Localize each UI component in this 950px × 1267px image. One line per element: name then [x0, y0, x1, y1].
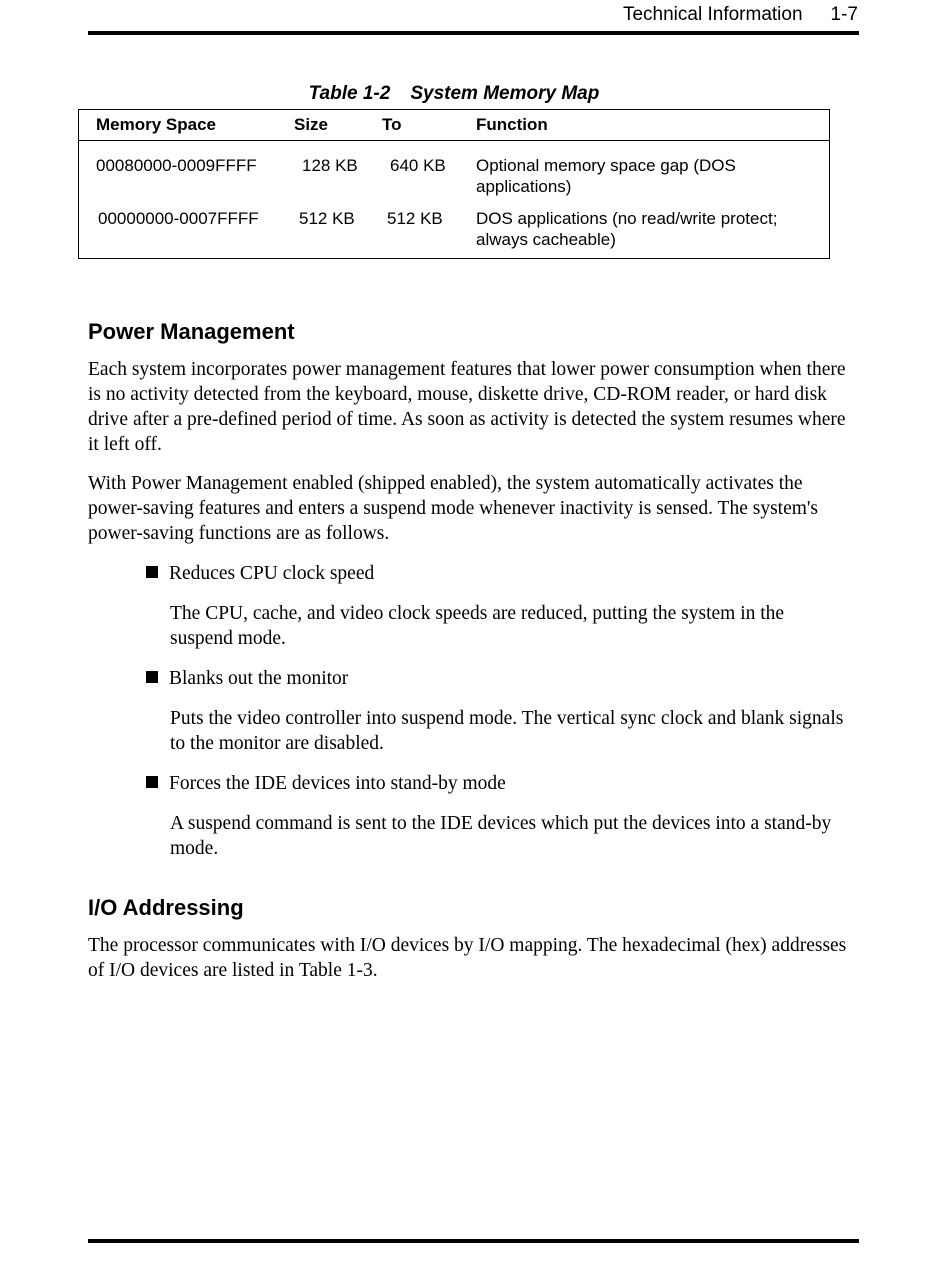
bullet-title: Reduces CPU clock speed: [169, 563, 375, 584]
bullet-square-icon: [146, 566, 158, 578]
column-header-to: To: [382, 115, 402, 134]
io-addressing-paragraph: The processor communicates with I/O devices by I/O mapping. The hexadecimal (hex) addresses of I/O devices are listed in Table 1-3.: [88, 935, 847, 981]
bullet-square-icon: [146, 776, 158, 788]
running-header: [88, 4, 858, 26]
table-caption-number: Table 1-2: [308, 83, 391, 104]
power-management-paragraph-2: With Power Management enabled (shipped enabled), the system automatically activates the power-saving features and enters a suspend mode whenever inactivity is sensed. The system's power-saving functions are as follows.: [88, 473, 819, 544]
cell-function: DOS applications (no read/write protect; always cacheable): [476, 209, 778, 249]
io-addressing-heading: I/O Addressing: [88, 895, 244, 920]
cell-size: 512 KB: [299, 209, 355, 228]
bullet-item: [146, 771, 846, 796]
bullet-item: [146, 561, 846, 586]
cell-memory-space: 00000000-0007FFFF: [98, 209, 259, 228]
bullet-description: A suspend command is sent to the IDE devices which put the devices into a stand-by mode.: [170, 813, 832, 859]
header-section-title: Technical Information: [622, 4, 803, 25]
column-header-memory-space: Memory Space: [96, 115, 216, 134]
cell-size: 128 KB: [302, 156, 358, 175]
memory-map-table: [78, 109, 830, 259]
cell-to: 512 KB: [387, 209, 443, 228]
bullet-title: Blanks out the monitor: [169, 668, 349, 689]
footer-rule: [88, 1239, 859, 1243]
header-rule: [88, 31, 859, 35]
power-management-paragraph-1: Each system incorporates power management features that lower power consumption when there is no activity detected from the keyboard, mouse, diskette drive, CD-ROM reader, or hard disk drive after a pre-defined period of time. As soon as activity is detected the system resumes where it left off.: [88, 359, 846, 455]
bullet-title: Forces the IDE devices into stand-by mode: [169, 773, 506, 794]
column-header-size: Size: [294, 115, 329, 134]
bullet-item: [146, 666, 846, 691]
page-number: 1-7: [830, 4, 858, 25]
cell-memory-space: 00080000-0009FFFF: [96, 156, 257, 175]
cell-function: Optional memory space gap (DOS applications): [476, 156, 736, 196]
column-header-function: Function: [476, 115, 548, 134]
table-caption: [78, 82, 830, 106]
bullet-description: Puts the video controller into suspend mode. The vertical sync clock and blank signals to the monitor are disabled.: [170, 708, 844, 754]
table-header-row: [79, 110, 829, 141]
bullet-description: The CPU, cache, and video clock speeds are reduced, putting the system in the suspend mode.: [170, 603, 785, 649]
power-management-heading: Power Management: [88, 319, 295, 344]
cell-to: 640 KB: [390, 156, 446, 175]
table-caption-title: System Memory Map: [410, 83, 600, 104]
bullet-square-icon: [146, 671, 158, 683]
